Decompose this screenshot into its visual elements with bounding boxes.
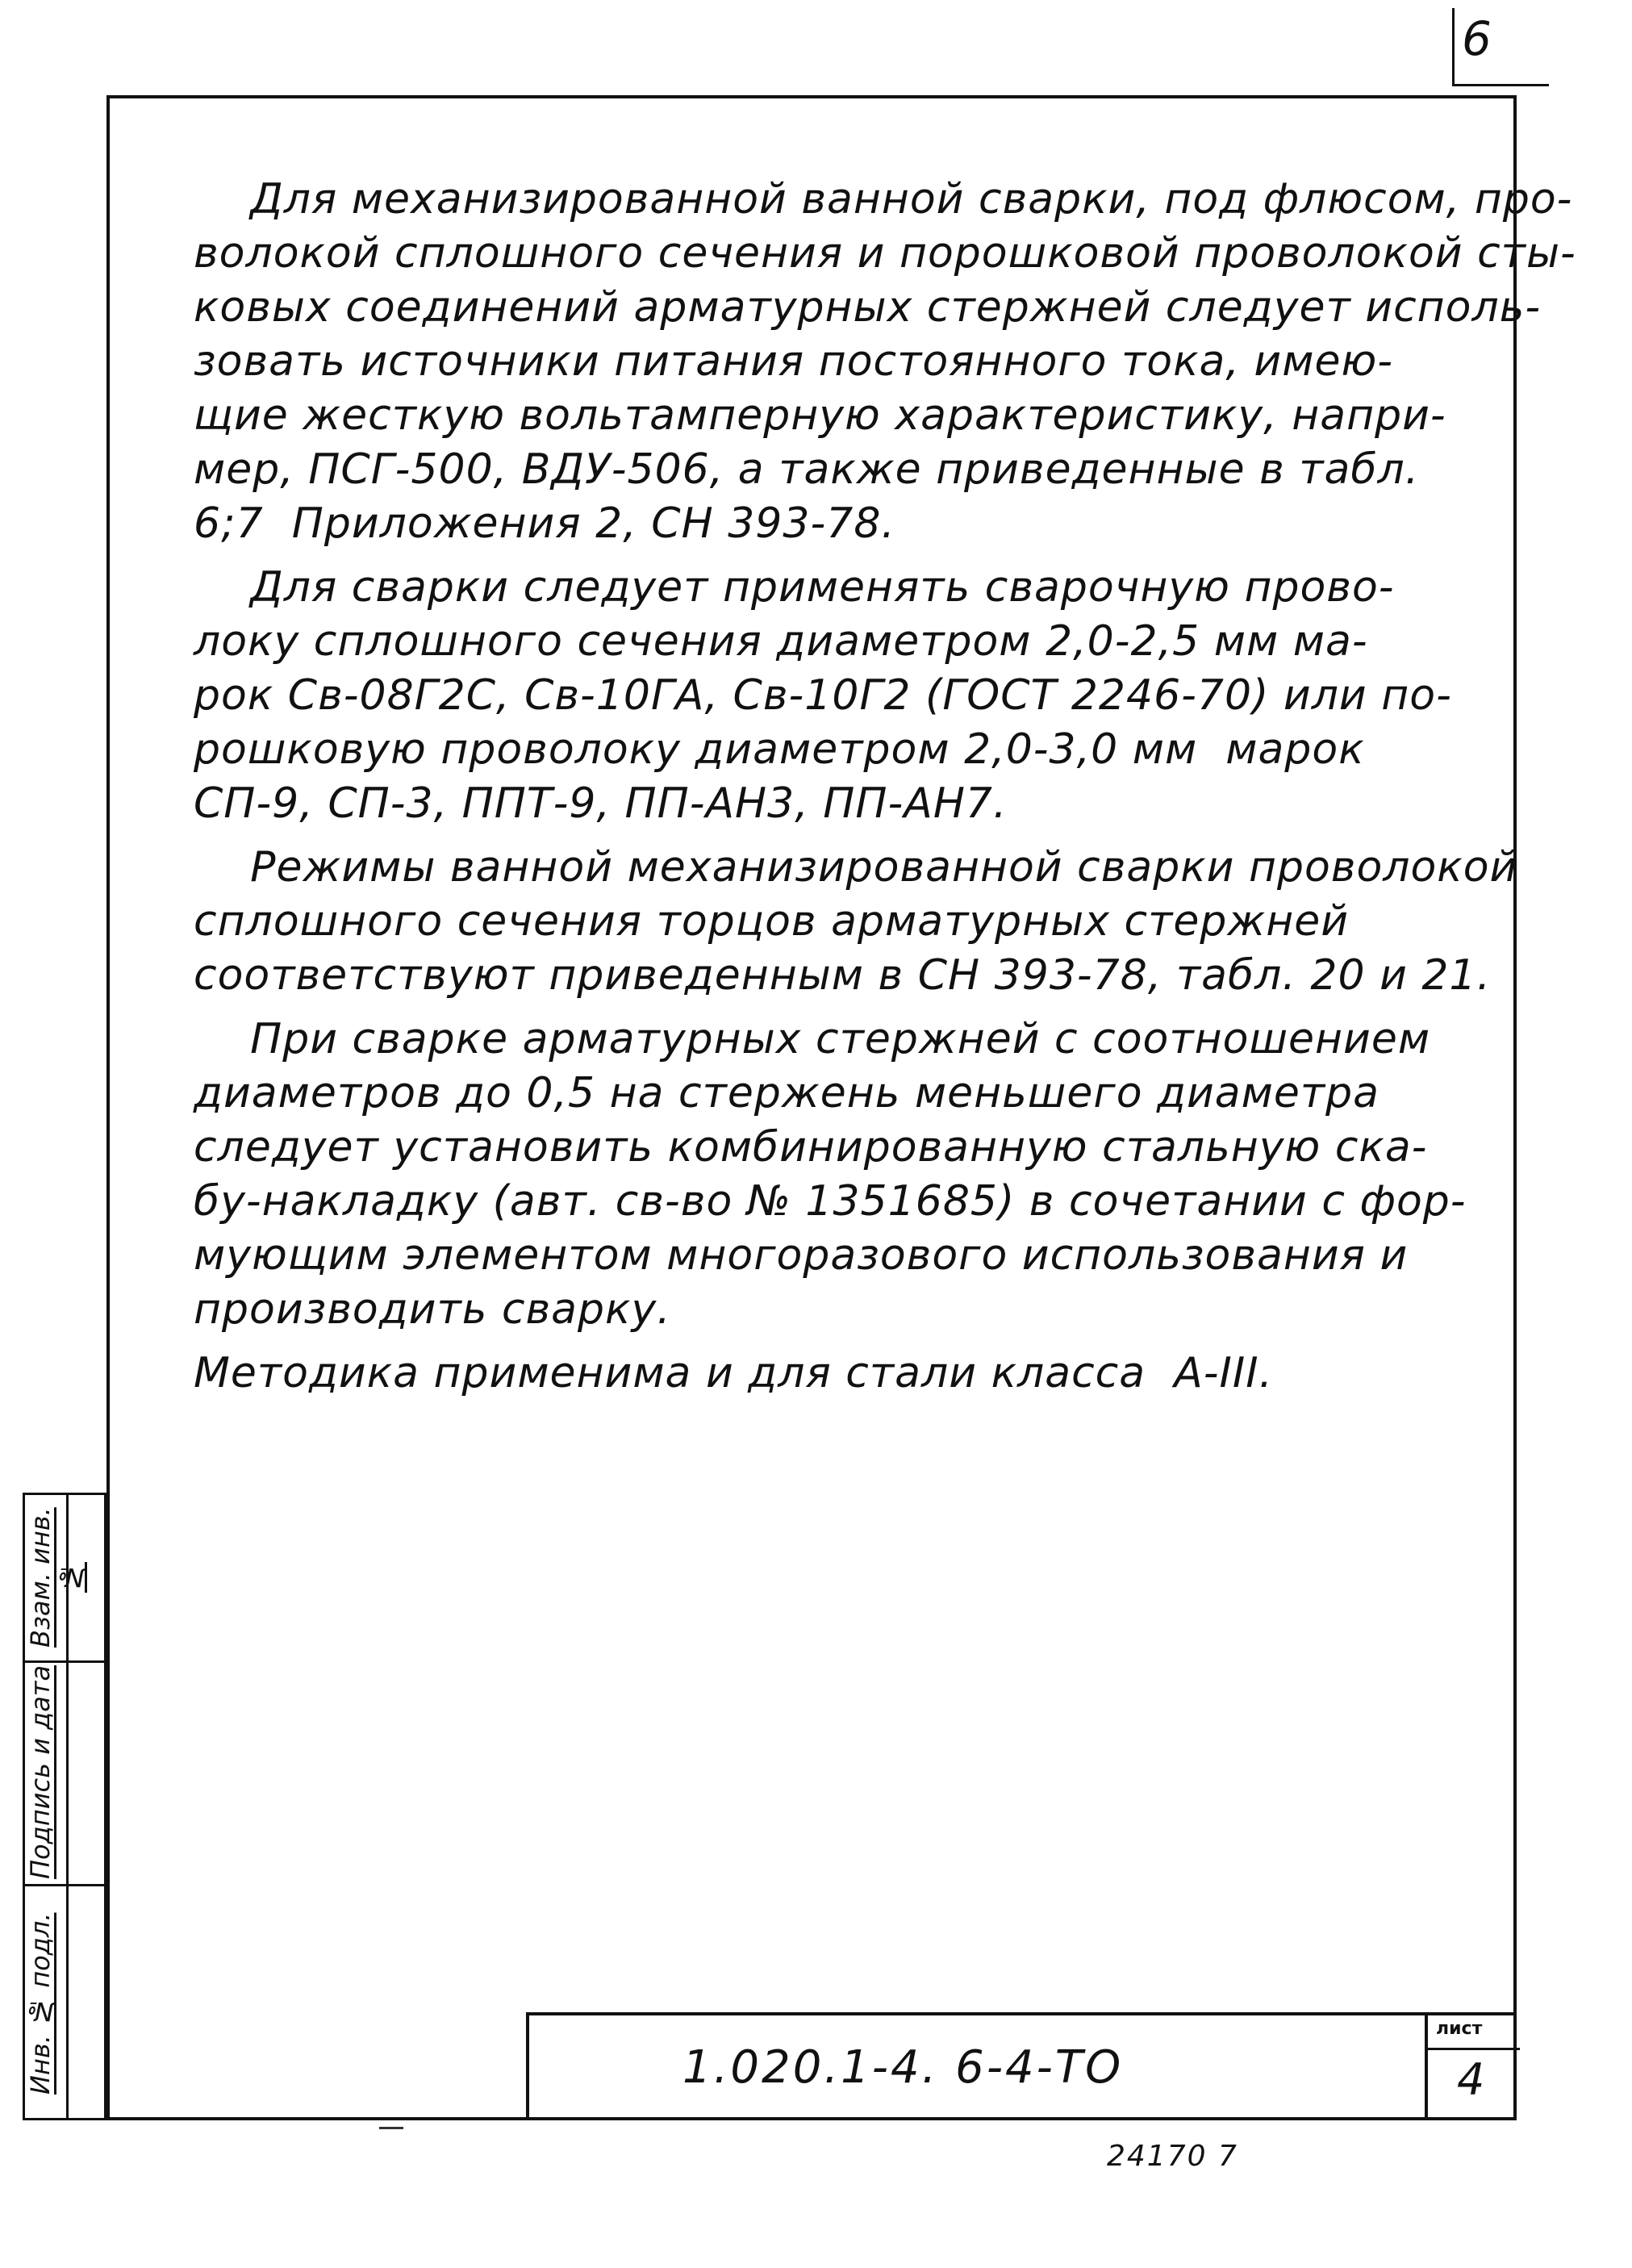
sheet-number: 6 [1462, 11, 1492, 66]
text-line: волокой сплошного сечения и порошковой проволокой сты- [194, 229, 1576, 278]
text-line: щие жесткую вольтамперную характеристику, напри- [194, 391, 1446, 440]
text-line: зовать источники питания постоянного тока, имею- [194, 337, 1393, 386]
sheet-number-divider [1452, 8, 1455, 86]
paragraph-gap [194, 1337, 1452, 1347]
text-line: СП-9, СП-3, ППТ-9, ПП-АН3, ПП-АН7. [194, 779, 1008, 828]
side-stamp-replace-inv: Взам. инв. № [25, 1507, 86, 1648]
text-line: мующим элементом многоразового использования и [194, 1231, 1409, 1280]
margin-dash [379, 2127, 403, 2129]
title-block [526, 2012, 1517, 2120]
text-line: Методика применима и для стали класса А-III. [194, 1349, 1274, 1397]
text-line: Режимы ванной механизированной сварки проволокой [194, 843, 1518, 892]
sheet-cell-divider [1428, 2048, 1520, 2050]
text-line: рошковую проволоку диаметром 2,0-3,0 мм марок [194, 725, 1365, 774]
sheet-page-number: 4 [1457, 2054, 1485, 2105]
text-line: При сварке арматурных стержней с соотношением [194, 1015, 1431, 1063]
text-line: следует установить комбинированную стальную ска- [194, 1123, 1428, 1172]
side-stamp-inv-orig: Инв. № подл. [25, 1912, 56, 2095]
paragraph-gap [194, 1003, 1452, 1013]
text-line: мер, ПСГ-500, ВДУ-506, а также приведенные в табл. [194, 445, 1420, 494]
paragraph-gap [194, 831, 1452, 841]
text-line: Для механизированной ванной сварки, под флюсом, про- [194, 175, 1573, 223]
sheet-cell [1425, 2015, 1520, 2117]
text-line: рок Св-08Г2С, Св-10ГА, Св-10Г2 (ГОСТ 2246-70) или по- [194, 671, 1452, 720]
text-line: производить сварку. [194, 1285, 671, 1334]
text-line: бу-накладку (авт. св-во № 1351685) в сочетании с фор- [194, 1177, 1467, 1226]
footer-number: 24170 7 [1107, 2140, 1238, 2173]
text-line: сплошного сечения торцов арматурных стержней [194, 897, 1350, 946]
text-line: соответствуют приведенным в СН 393-78, табл. 20 и 21. [194, 951, 1492, 1000]
paragraph-gap [194, 551, 1452, 561]
text-line: Для сварки следует применять сварочную прово- [194, 563, 1395, 612]
sheet-label: лист [1436, 2019, 1483, 2039]
sheet-number-underline [1452, 84, 1549, 86]
text-line: 6;7 Приложения 2, СН 393-78. [194, 499, 895, 548]
text-line: локу сплошного сечения диаметром 2,0-2,5 мм ма- [194, 617, 1368, 666]
document-code: 1.020.1-4. 6-4-ТО [682, 2041, 1124, 2094]
text-line: диаметров до 0,5 на стержень меньшего диаметра [194, 1069, 1380, 1117]
body-text [194, 173, 1576, 1401]
text-line: ковых соединений арматурных стержней следует исполь- [194, 283, 1542, 332]
side-stamp-sign-date: Подпись и дата [25, 1664, 56, 1880]
side-stamp [23, 1493, 106, 2120]
